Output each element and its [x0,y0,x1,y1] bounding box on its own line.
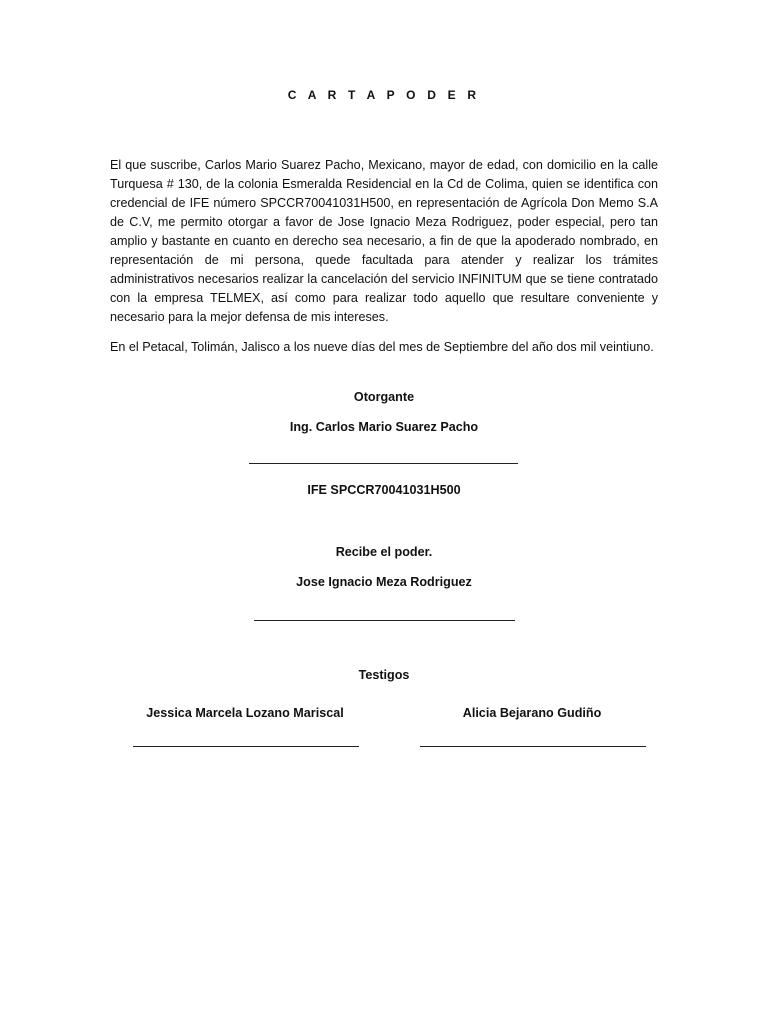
receptor-signature-line [254,620,515,621]
witness2-name: Alicia Bejarano Gudiño [462,706,602,720]
document-title: C A R T A P O D E R [287,88,481,102]
witness2-signature-line [420,746,646,747]
otorgante-heading: Otorgante [353,390,415,404]
otorgante-signature-line [249,463,518,464]
receptor-heading: Recibe el poder. [335,545,433,559]
testigos-heading: Testigos [358,668,410,682]
body-paragraph-grant: El que suscribe, Carlos Mario Suarez Pacho, Mexicano, mayor de edad, con domicilio en la calle Turquesa # 130, de la colonia Esmeralda Residencial en la Cd de Colima, quien se identifica con credencial de IFE número SPCCR70041031H500, en representación de Agrícola Don Memo S.A de C.V, me permito otorgar a favor de Jose Ignacio Meza Rodriguez, poder especial, pero tan amplio y bastante en cuanto en derecho sea necesario, a fin de que la apoderado nombrado, en representación de mi persona, quede facultada para atender y realizar los trámites administrativos necesarios realizar la cancelación del servicio INFINITUM que se tiene contratado con la empresa TELMEX, así como para realizar todo aquello que resultare conveniente y necesario para la mejor defensa de mis intereses. [110,158,658,324]
otorgante-ife: IFE SPCCR70041031H500 [307,483,461,497]
otorgante-name: Ing. Carlos Mario Suarez Pacho [289,420,479,434]
body-paragraph-place-date: En el Petacal, Tolimán, Jalisco a los nueve días del mes de Septiembre del año dos mil veintiuno. [110,340,654,354]
witness1-name: Jessica Marcela Lozano Mariscal [146,706,344,720]
receptor-name: Jose Ignacio Meza Rodriguez [296,575,472,589]
witness1-signature-line [133,746,359,747]
